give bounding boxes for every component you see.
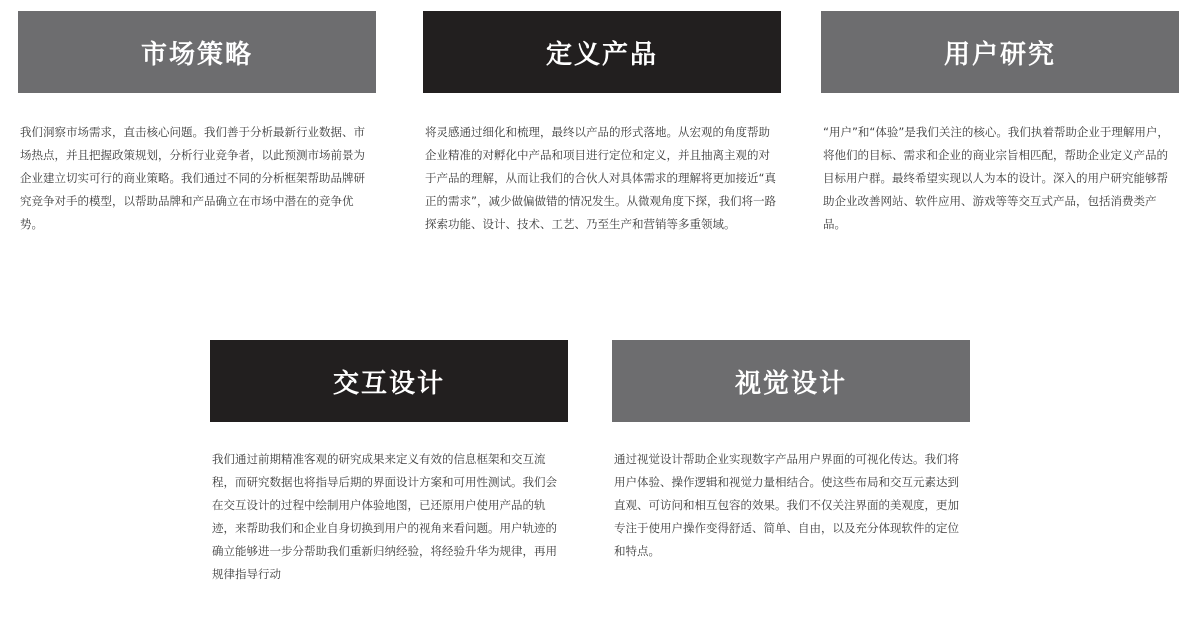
card-title-visual-design: 视觉设计 xyxy=(612,340,970,422)
card-description-visual-design: 通过视觉设计帮助企业实现数字产品用户界面的可视化传达。我们将用户体验、操作逻辑和视觉力量相结合。使这些布局和交互元素达到直观、可访问和相互包容的效果。我们不仅关注界面的美观度，更加专注于使用户操作变得舒适、简单、自由，以及充分体现软件的定位和特点。 xyxy=(614,452,959,558)
card-title-define-product: 定义产品 xyxy=(423,11,781,93)
card-market-strategy xyxy=(18,11,376,236)
card-interaction-design xyxy=(210,340,568,586)
card-title-user-research: 用户研究 xyxy=(821,11,1179,93)
card-description-user-research: “用户”和“体验”是我们关注的核心。我们执着帮助企业于理解用户，将他们的目标、需求和企业的商业宗旨相匹配，帮助企业定义产品的目标用户群。最终希望实现以人为本的设计。深入的用户研究能够帮助企业改善网站、软件应用、游戏等等交互式产品，包括消费类产品。 xyxy=(823,125,1169,231)
card-description-define-product: 将灵感通过细化和梳理，最终以产品的形式落地。从宏观的角度帮助企业精准的对孵化中产品和项目进行定位和定义，并且抽离主观的对于产品的理解，从而让我们的合伙人对具体需求的理解将更加接近“真正的需求”，减少做偏做错的情况发生。从微观角度下探，我们将一路探索功能、设计、技术、工艺、乃至生产和营销等多重领域。 xyxy=(425,125,776,231)
card-user-research xyxy=(821,11,1179,236)
card-define-product xyxy=(423,11,781,236)
card-description-market-strategy: 我们洞察市场需求，直击核心问题。我们善于分析最新行业数据、市场热点，并且把握政策规划，分析行业竞争者，以此预测市场前景为企业建立切实可行的商业策略。我们通过不同的分析框架帮助品牌研究竞争对手的模型，以帮助品牌和产品确立在市场中潜在的竞争优势。 xyxy=(20,125,365,231)
card-title-market-strategy: 市场策略 xyxy=(18,11,376,93)
card-visual-design xyxy=(612,340,970,563)
card-title-interaction-design: 交互设计 xyxy=(210,340,568,422)
card-description-interaction-design: 我们通过前期精准客观的研究成果来定义有效的信息框架和交互流程，而研究数据也将指导后期的界面设计方案和可用性测试。我们会在交互设计的过程中绘制用户体验地图，已还原用户使用产品的轨迹，来帮助我们和企业自身切换到用户的视角来看问题。用户轨迹的确立能够进一步分帮助我们重新归纳经验，将经验升华为规律，再用规律指导行动 xyxy=(212,452,557,581)
